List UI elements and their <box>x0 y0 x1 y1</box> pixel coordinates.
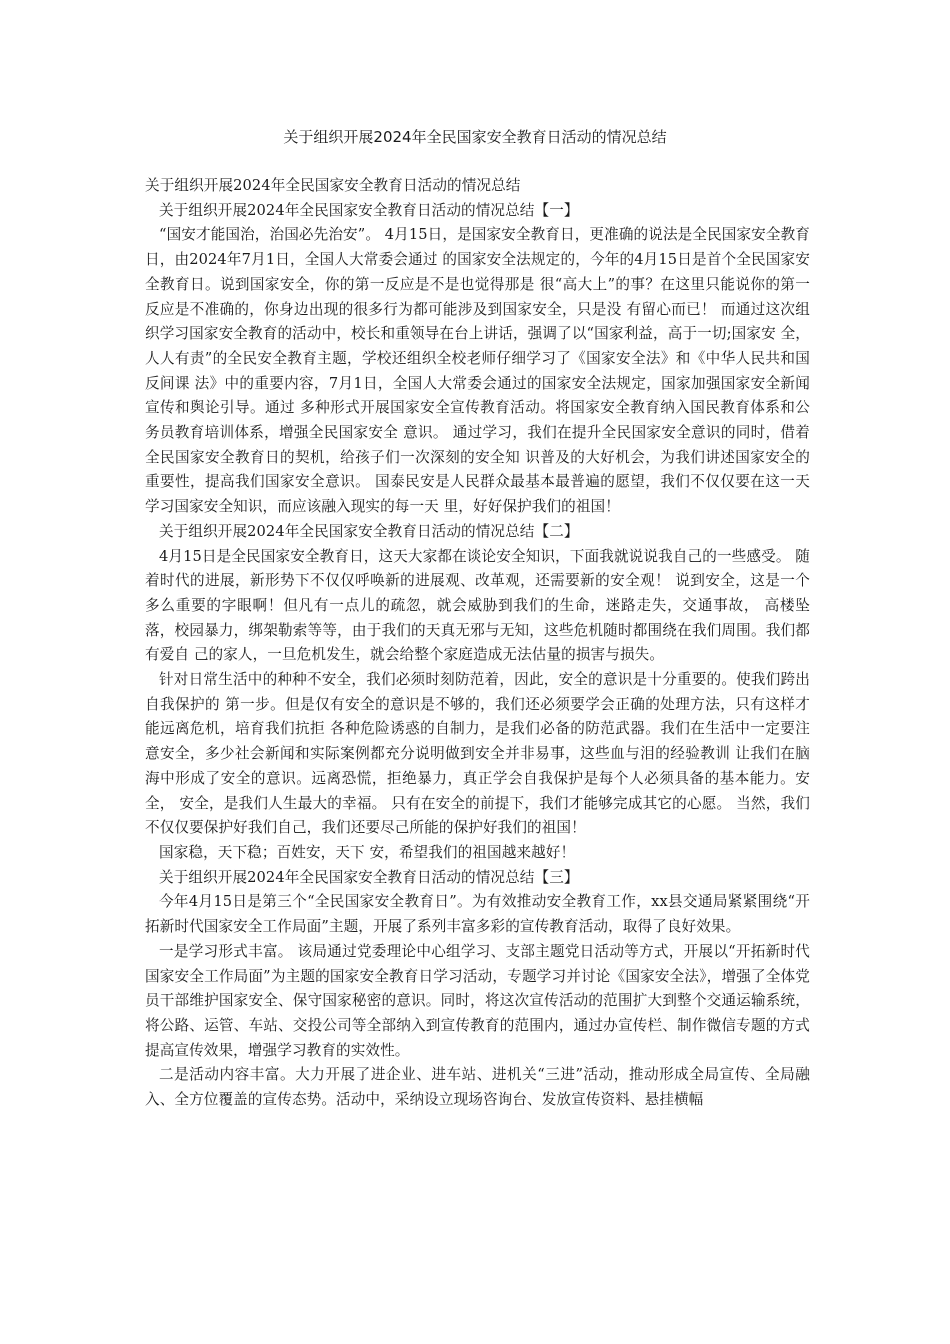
paragraph: 国家稳，天下稳；百姓安，天下 安，希望我们的祖国越来越好！ <box>159 843 576 861</box>
paragraph: 针对日常生活中的种种不安全，我们必须时刻防范着，因此，安全的意识是十分重要的。使我们跨出自我保护的 第一步。但是仅有安全的意识是不够的，我们还必须要学会正确的处理方法，只有这样才能远离危机，培育我们抗拒 各种危险诱惑的自制力，是我们必备的防范武器。我们在生活中一定要注意安全，多少社会新闻和实际案例都充分说明做到安全并非易事，这些血与泪的经验教训 让我们在脑海中形成了安全的意识。远离恐慌，拒绝暴力，真正学会自我保护是每个人必须具备的基本能力。安全， 安全，是我们人生最大的幸福。 只有在安全的前提下，我们才能够完成其它的心愿。 当然，我们不仅仅要保护好我们自己，我们还要尽己所能的保护好我们的祖国！ <box>145 671 810 837</box>
section-heading-2: 关于组织开展2024年全民国家安全教育日活动的情况总结【二】 <box>159 522 579 540</box>
document-title: 关于组织开展2024年全民国家安全教育日活动的情况总结 <box>283 128 667 146</box>
paragraph-heading: 关于组织开展2024年全民国家安全教育日活动的情况总结 <box>145 177 521 194</box>
section-heading-3: 关于组织开展2024年全民国家安全教育日活动的情况总结【三】 <box>159 868 579 886</box>
section-heading-1: 关于组织开展2024年全民国家安全教育日活动的情况总结【一】 <box>159 201 579 219</box>
paragraph: 4月15日是全民国家安全教育日，这天大家都在谈论安全知识，下面我就说说我自己的一些感受。 随着时代的进展，新形势下不仅仅呼唤新的进展观、改革观，还需要新的安全观！ 说到安全，这是一个多么重要的字眼啊！但凡有一点儿的疏忽，就会威胁到我们的生命，迷路走失，交通事故， 高楼坠落，校园暴力，绑架勒索等等，由于我们的天真无邪与无知，这些危机随时都围绕在我们周围。我们都有爱自 己的家人，一旦危机发生，就会给整个家庭造成无法估量的损害与损失。 <box>145 547 810 664</box>
paragraph: 二是活动内容丰富。大力开展了进企业、进车站、进机关“三进”活动，推动形成全局宣传、全局融入、全方位覆盖的宣传态势。活动中，采纳设立现场咨询台、发放宣传资料、悬挂横幅 <box>145 1066 810 1109</box>
document-body <box>145 174 810 1113</box>
paragraph: 一是学习形式丰富。 该局通过党委理论中心组学习、支部主题党日活动等方式，开展以“开拓新时代国家安全工作局面”为主题的国家安全教育日学习活动，专题学习并讨论《国家安全法》，增强了全体党员干部维护国家安全、保守国家秘密的意识。同时，将这次宣传活动的范围扩大到整个交通运输系统，将公路、运管、车站、交投公司等全部纳入到宣传教育的范围内，通过办宣传栏、制作微信专题的方式提高宣传效果，增强学习教育的实效性。 <box>145 942 810 1059</box>
paragraph: “国安才能国治，治国必先治安”。 4月15日，是国家安全教育日，更准确的说法是全民国家安全教育日，由2024年7月1日，全国人大常委会通过 的国家安全法规定的，今年的4月15日是首个全民国家安全教育日。说到国家安全，你的第一反应是不是也觉得那是 很“高大上”的事？在这里只能说你的第一反应是不准确的，你身边出现的很多行为都可能涉及到国家安全，只是没 有留心而已！ 而通过这次组织学习国家安全教育的活动中，校长和重领导在台上讲话，强调了以“国家利益，高于一切;国家安 全，人人有责”的全民安全教育主题，学校还组织全校老师仔细学习了《国家安全法》和《中华人民共和国反间课 法》中的重要内容，7月1日，全国人大常委会通过的国家安全法规定，国家加强国家安全新闻宣传和舆论引导。通过 多种形式开展国家安全宣传教育活动。将国家安全教育纳入国民教育体系和公务员教育培训体系，增强全民国家安全 意识。 通过学习，我们在提升全民国家安全意识的同时，借着全民国家安全教育日的契机，给孩子们一次深刻的安全知 识普及的大好机会，为我们讲述国家安全的重要性，提高我们国家安全意识。 国泰民安是人民群众最基本最普遍的愿望，我们不仅仅要在这一天学习国家安全知识，而应该融入现实的每一天 里，好好保护我们的祖国！ <box>145 226 810 516</box>
paragraph: 今年4月15日是第三个“全民国家安全教育日”。为有效推动安全教育工作，xx县交通局紧紧围绕“开拓新时代国家安全工作局面”主题，开展了系列丰富多彩的宣传教育活动，取得了良好效果。 <box>145 893 810 936</box>
